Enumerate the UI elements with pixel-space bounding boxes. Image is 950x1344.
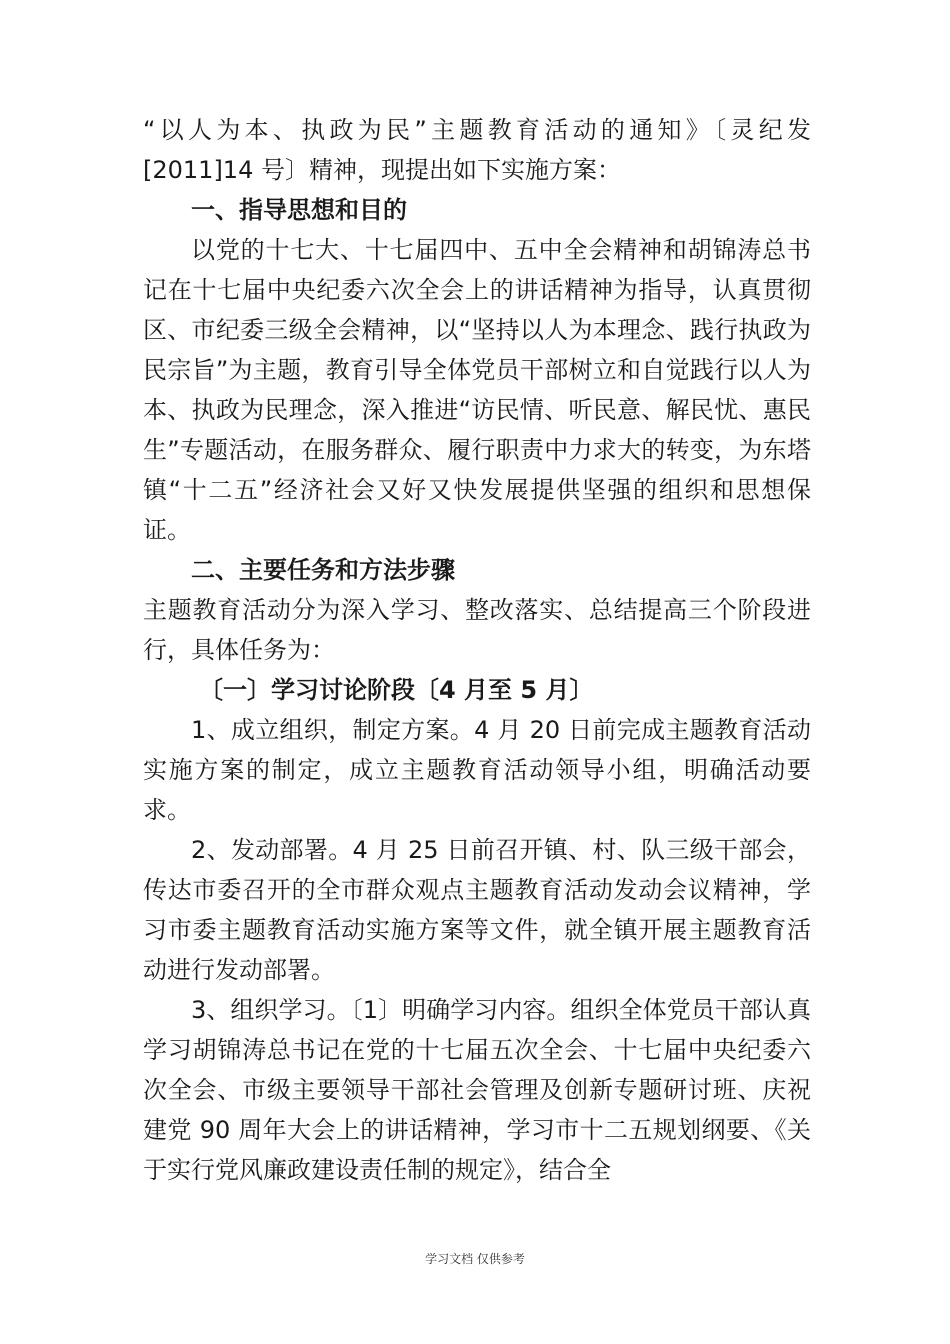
document-body: [143, 110, 811, 1190]
guiding-thought-paragraph: 以党的十七大、十七届四中、五中全会精神和胡锦涛总书记在十七届中央纪委六次全会上的讲话精神为指导，认真贯彻区、市纪委三级全会精神，以“坚持以人为本理念、践行执政为民宗旨”为主题，教育引导全体党员干部树立和自觉践行以人为本、执政为民理念，深入推进“访民情、听民意、解民忧、惠民生”专题活动，在服务群众、履行职责中力求大的转变，为东塔镇“十二五”经济社会又好又快发展提供坚强的组织和思想保证。: [143, 236, 811, 544]
item-3-paragraph: 3、组织学习。〔1〕明确学习内容。组织全体党员干部认真学习胡锦涛总书记在党的十七届五次全会、十七届中央纪委六次全会、市级主要领导干部社会管理及创新专题研讨班、庆祝建党 90 周年大会上的讲话精神，学习市十二五规划纲要、《关于实行党风廉政建设责任制的规定》，结合全: [143, 996, 811, 1184]
section-heading-tasks: 二、主要任务和方法步骤: [191, 556, 455, 584]
tasks-intro-paragraph: 主题教育活动分为深入学习、整改落实、总结提高三个阶段进行，具体任务为：: [143, 596, 811, 664]
intro-paragraph: “以人为本、执政为民”主题教育活动的通知》〔灵纪发[2011]14 号〕精神，现提出如下实施方案：: [143, 116, 811, 184]
item-1-paragraph: 1、成立组织，制定方案。4 月 20 日前完成主题教育活动实施方案的制定，成立主题教育活动领导小组，明确活动要求。: [143, 716, 811, 824]
item-2-paragraph: 2、发动部署。4 月 25 日前召开镇、村、队三级干部会，传达市委召开的全市群众观点主题教育活动发动会议精神，学习市委主题教育活动实施方案等文件，就全镇开展主题教育活动进行发动部署。: [143, 836, 811, 984]
page-footer: 学习文档 仅供参考: [425, 1252, 525, 1266]
section-heading-guiding-thought: 一、指导思想和目的: [191, 196, 407, 224]
subsection-heading-study-stage: 〔一〕学习讨论阶段〔4 月至 5 月〕: [199, 676, 594, 704]
